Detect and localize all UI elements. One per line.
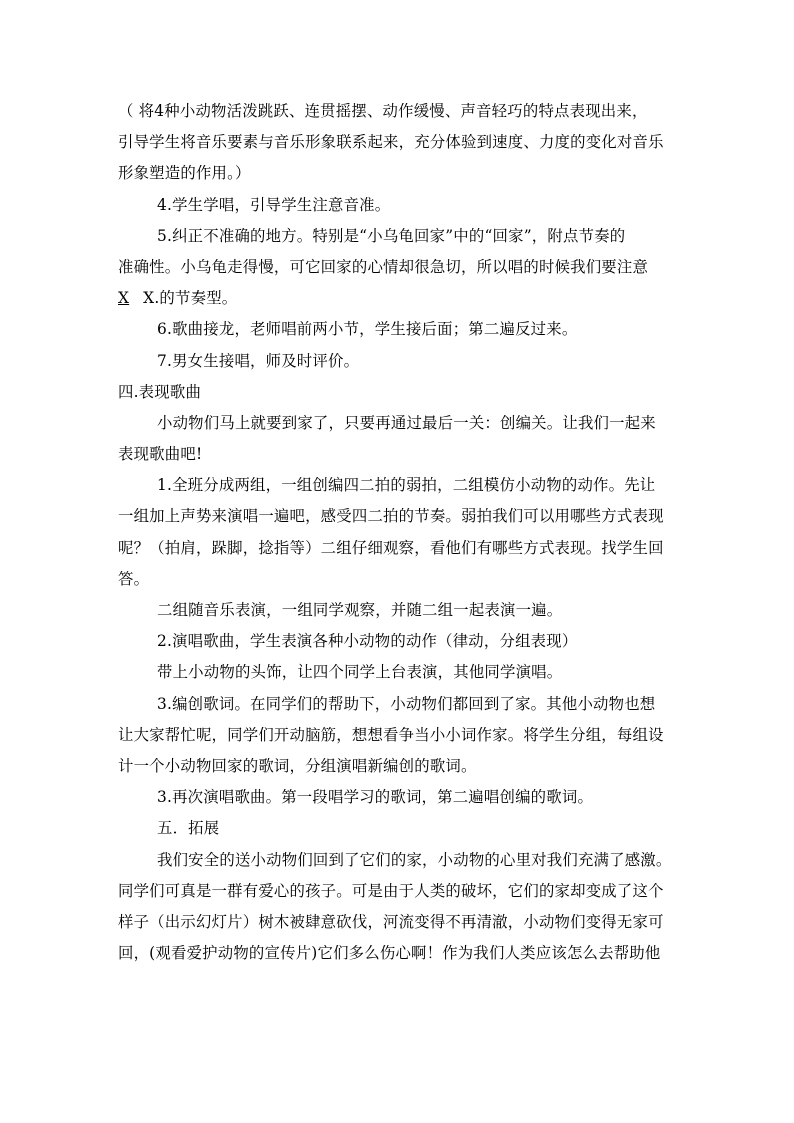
paragraph-line: 3.再次演唱歌曲。第一段唱学习的歌词，第二遍唱创编的歌词。 xyxy=(157,788,594,807)
paragraph-line: 让大家帮忙呢，同学们开动脑筋，想想看争当小小词作家。将学生分组，每组设 xyxy=(118,725,664,744)
rhythm-text: 的节奏型。 xyxy=(159,289,238,308)
rhythm-note-x: X xyxy=(118,289,130,308)
paragraph-line: 4.学生学唱，引导学生注意音准。 xyxy=(157,195,391,214)
paragraph-line: 小动物们马上就要到家了，只要再通过最后一关：创编关。让我们一起来 xyxy=(157,413,656,432)
document-body xyxy=(118,96,678,969)
paragraph-line: 6.歌曲接龙，老师唱前两小节，学生接后面；第二遍反过来。 xyxy=(157,320,578,339)
paragraph-line: 引导学生将音乐要素与音乐形象联系起来，充分体验到速度、力度的变化对音乐 xyxy=(118,133,664,152)
paragraph-line: 准确性。小乌龟走得慢，可它回家的心情却很急切，所以唱的时候我们要注意 xyxy=(118,257,649,276)
paragraph-line: 回，(观看爱护动物的宣传片)它们多么伤心啊！作为我们人类应该怎么去帮助他 xyxy=(118,944,661,963)
paragraph-line: 样子（出示幻灯片）树木被肆意砍伐，河流变得不再清澈，小动物们变得无家可 xyxy=(118,912,664,931)
paragraph-line: 3.编创歌词。在同学们的帮助下，小动物们都回到了家。其他小动物也想 xyxy=(157,694,656,713)
section-heading: 四.表现歌曲 xyxy=(118,382,202,401)
rhythm-note-x-dot: X. xyxy=(143,289,160,308)
paragraph-line: 7.男女生接唱，师及时评价。 xyxy=(157,351,360,370)
section-heading: 五．拓展 xyxy=(157,819,220,838)
paragraph-line: 呢？（拍肩，跺脚，捻指等）二组仔细观察，看他们有哪些方式表现。找学生回 xyxy=(118,538,664,557)
paragraph-line: （ 将4种小动物活泼跳跃、连贯摇摆、动作缓慢、声音轻巧的特点表现出来， xyxy=(118,102,648,120)
paragraph-line: 表现歌曲吧! xyxy=(118,445,203,464)
paragraph-line: 计一个小动物回家的歌词，分组演唱新编创的歌词。 xyxy=(118,756,477,775)
paragraph-line: 二组随音乐表演，一组同学观察，并随二组一起表演一遍。 xyxy=(157,601,563,619)
paragraph-line: 2.演唱歌曲，学生表演各种小动物的动作（律动，分组表现） xyxy=(157,632,578,651)
paragraph-line: 同学们可真是一群有爱心的孩子。可是由于人类的破坏，它们的家却变成了这个 xyxy=(118,881,664,900)
paragraph-line: 我们安全的送小动物们回到了它们的家，小动物的心里对我们充满了感激。 xyxy=(157,850,672,869)
rhythm-line xyxy=(118,283,678,314)
paragraph-line: 1.全班分成两组，一组创编四二拍的弱拍，二组模仿小动物的动作。先让 xyxy=(157,476,656,495)
paragraph-line: 带上小动物的头饰，让四个同学上台表演，其他同学演唱。 xyxy=(157,663,563,682)
paragraph-line: 一组加上声势来演唱一遍吧，感受四二拍的节奏。弱拍我们可以用哪些方式表现 xyxy=(118,507,664,526)
paragraph-line: 形象塑造的作用。） xyxy=(118,164,251,183)
paragraph-line: 答。 xyxy=(118,569,150,588)
paragraph-line: 5.纠正不准确的地方。特别是“小乌龟回家”中的“回家”，附点节奏的 xyxy=(157,226,626,245)
